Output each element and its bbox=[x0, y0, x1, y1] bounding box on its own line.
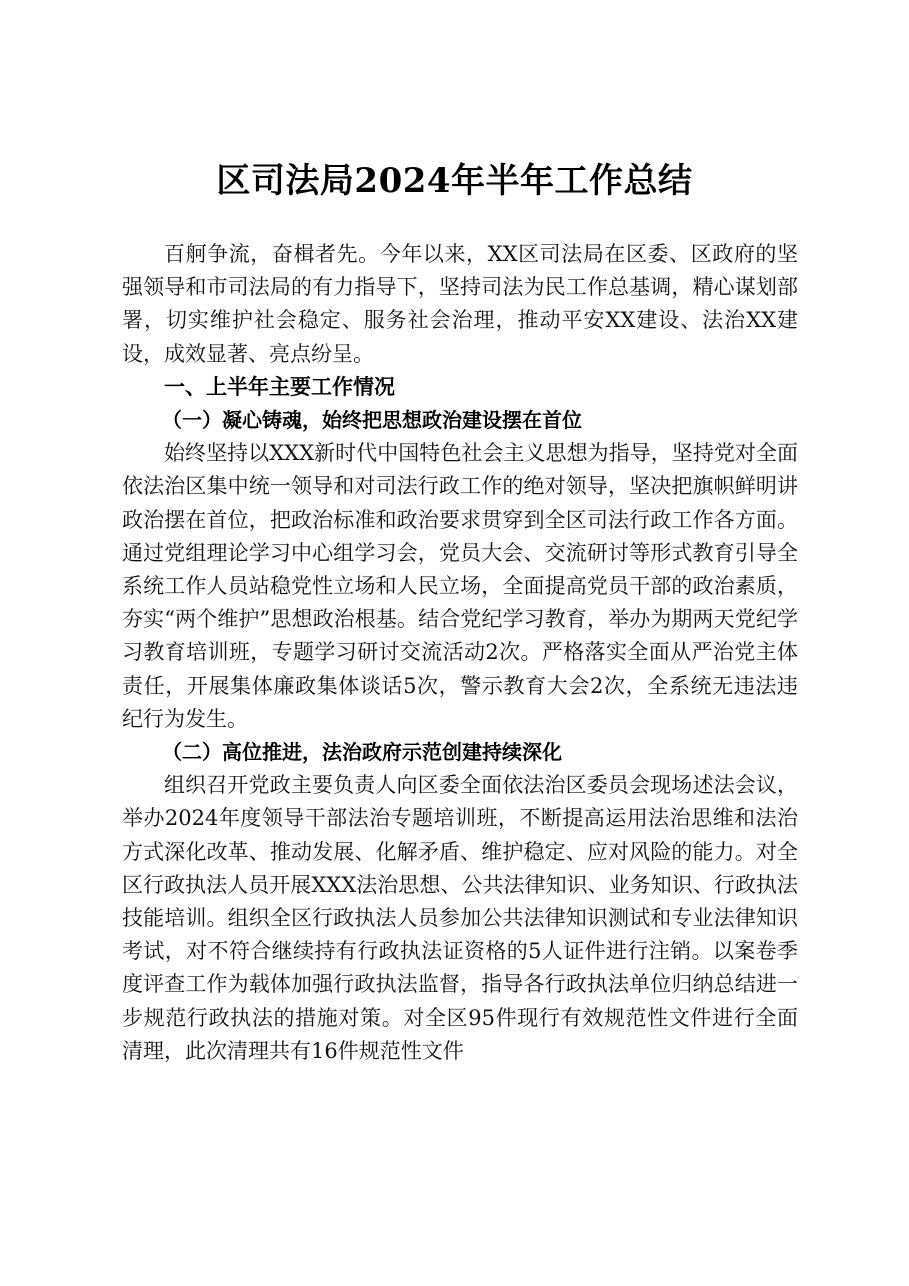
intro-paragraph: 百舸争流，奋楫者先。今年以来，XX区司法局在区委、区政府的坚强领导和市司法局的有力指导下，坚持司法为民工作总基调，精心谋划部署，切实维护社会稳定、服务社会治理，推动平安XX建设、法治XX建设，成效显著、亮点纷呈。 bbox=[122, 242, 798, 366]
document-title: 区司法局2024年半年工作总结 bbox=[216, 161, 693, 201]
section-heading-1: 一、上半年主要工作情况 bbox=[164, 374, 395, 399]
document-body bbox=[122, 238, 798, 1068]
subsection-2-paragraph: 组织召开党政主要负责人向区委全面依法治区委员会现场述法会议，举办2024年度领导干部法治专题培训班，不断提高运用法治思维和法治方式深化改革、推动发展、化解矛盾、维护稳定、应对风险的能力。对全区行政执法人员开展XXX法治思想、公共法律知识、业务知识、行政执法技能培训。组织全区行政执法人员参加公共法律知识测试和专业法律知识考试，对不符合继续持有行政执法证资格的5人证件进行注销。以案卷季度评查工作为载体加强行政执法监督，指导各行政执法单位归纳总结进一步规范行政执法的措施对策。对全区95件现行有效规范性文件进行全面清理，此次清理共有16件规范性文件 bbox=[122, 773, 798, 1063]
subsection-1-paragraph: 始终坚持以XXX新时代中国特色社会主义思想为指导，坚持党对全面依法治区集中统一领导和对司法行政工作的绝对领导，坚决把旗帜鲜明讲政治摆在首位，把政治标准和政治要求贯穿到全区司法行政工作各方面。通过党组理论学习中心组学习会，党员大会、交流研讨等形式教育引导全系统工作人员站稳党性立场和人民立场，全面提高党员干部的政治素质，夯实“两个维护”思想政治根基。结合党纪学习教育，举办为期两天党纪学习教育培训班，专题学习研讨交流活动2次。严格落实全面从严治党主体责任，开展集体廉政集体谈话5次，警示教育大会2次，全系统无违法违纪行为发生。 bbox=[122, 441, 798, 731]
subsection-heading-2: （二）高位推进，法治政府示范创建持续深化 bbox=[162, 740, 562, 765]
subsection-heading-1: （一）凝心铸魂，始终把思想政治建设摆在首位 bbox=[162, 408, 582, 433]
